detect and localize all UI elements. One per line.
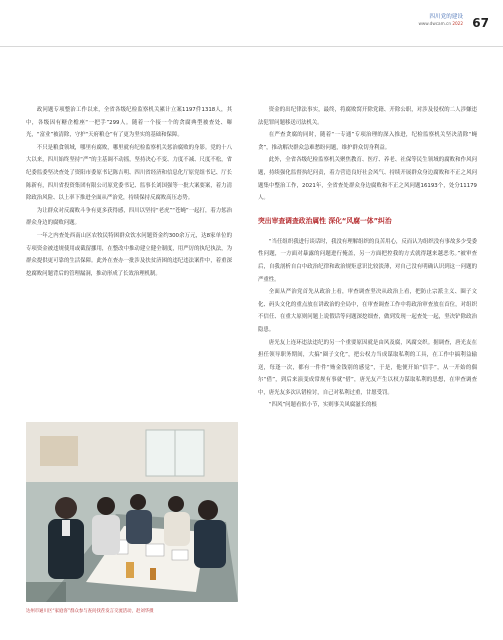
section-heading: 突出审查调查政治属性 深化“风腐一体”纠治	[258, 216, 392, 225]
magazine-title: 四川党的建设	[429, 14, 463, 20]
body-paragraph: 为让群众对反腐败斗争有更多获得感，四川以坚持“老虎”“苍蝇”一起打，着力惩治群众身边的腐败问题。	[26, 207, 232, 227]
body-paragraph: 唐光友上连环违法违纪的另一个重要原因就是由风及腐，风腐交织。据调查，唐光友在担任领导职务期间，大搞“圈子文化”，把公权力当成谋取私利的工具，在工作中搞利益输送，每逢一次，都有一件件“贿金钱别的感觉”，于是，他便开始“信手”，从一开始的偶尔“借”，到后来演变成常规有事就“借”，唐光友产生以权力谋取私利的思想，在审查调查中，唐光友多次认错检讨，自己对私利过重，甘愿受罚。	[258, 339, 477, 396]
magazine-brand	[418, 14, 463, 27]
article-photo-figure	[26, 422, 238, 615]
left-column	[26, 104, 232, 280]
body-paragraph: 此外，全省各级纪检监察机关聚焦教育、医疗、养老、社保等民生领域的腐败和作风问题，持续强化监督执纪问责，着力营造良好社会风气、持续开展群众身边腐败和不正之风问题集中整治工作，2021年，全省查处群众身边腐败和不正之风问题16193个，处分11179人。	[258, 157, 477, 202]
body-paragraph: “当任组织我进行谈话时，我没有理解组织的良苦用心，反而认为组织没有事故多少受委性问题，一方面对暴露的问题进行掩盖，另一方面把控我的方式就得越来越恶劣。”被审查后，自我剖析自白中政治纪律和政治规矩意识比较淡薄，对自己没有明确认识到这一问题的严重性。	[258, 238, 477, 283]
right-column	[258, 104, 477, 412]
magazine-url: www.dwcam.cn 2022	[418, 21, 463, 27]
body-paragraph: 一年之内查处西南山区农牧民特困群众饮水问题资金约300余万元，达8家单位的专项资金被违规使用或截留挪用，在整改中推动建立健全制度，用严厉的执纪执法，为群众提供更可靠的生活保障。此外在查办一批涉及扶贫济困的违纪违法案件中，着重深挖腐败问题背后的管理漏洞，推动形成了长效治理机制。	[26, 232, 232, 277]
page-number: 67	[472, 16, 489, 30]
body-paragraph: 全面从严治党首先从政治上看，审查调查坚决从政治上看，把防止宗派主义、圈子文化、码头文化的重点放在讲政治的全局中，在审查调查工作中将政治审查放在首位，对组织不信任、在重大原则问题上说假话等问题深挖细查，做到发现一起查处一起，坚决铲除政治隐患。	[258, 289, 477, 333]
body-paragraph: 政问题专项整治工作以来，全省各级纪检监察机关累计立案1197件1318人，其中，各级因有糖企檐座“一把手”299人。随着一个接一个的贪腐典型被查处、曝光，“富业”被清除，守护“天府粮仓”有了更为坚实的基础和保障。	[26, 107, 232, 139]
meeting-scene-image	[26, 422, 238, 602]
magazine-year: 2022	[452, 21, 463, 27]
header-divider	[0, 46, 503, 47]
body-paragraph: 在严查贪腐的同时，随着“一专通”专项治理的深入推进，纪检监察机关坚决清除“蝇贪”，推动解决群众急难愁盼问题，维护群众切身利益。	[258, 132, 477, 151]
body-paragraph: 资金的出纪律法事实，最终，将腐败窝开除党籍、开除公职，对涉及侵权的二人涉嫌违法犯罪问题移送司法机关。	[258, 107, 477, 126]
article-photo	[26, 422, 238, 602]
body-paragraph: “四风”问题看似小节，实则事关风腐滋长的根	[268, 402, 377, 409]
body-paragraph: 不只是粮食领域，哪里有腐败，哪里就有纪检监察机关惩治腐败的身影。党的十八大以来，四川始终坚持“严”的主基调不动摇，坚持决心不变、力度不减、尺度不松，省纪委监委坚决查处了资阳市委原书记陈吉明、四川省经济和信息化厅原党组书记、厅长陈新有，四川省投资集团有限公司原党委书记、监事长刘国强等一批大案要案，着力清除政治风险、以上率下推进全面从严治党，持续保持反腐败高压态势。	[26, 144, 232, 202]
photo-caption: 达州市通川区“家庭客”群众参与查问找茬发言交流活动，赵刘华摄	[26, 609, 154, 614]
